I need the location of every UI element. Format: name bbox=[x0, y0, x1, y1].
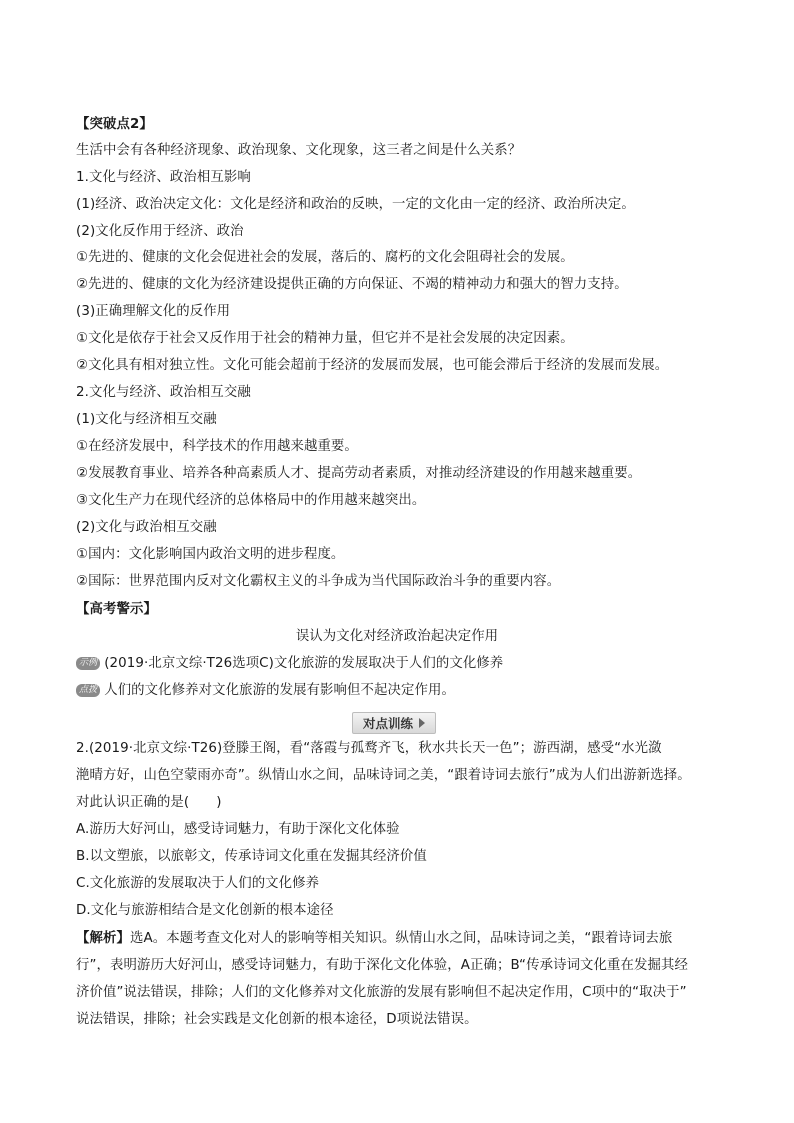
comment-tag: 点拨 bbox=[76, 684, 100, 697]
point-2-2b: ②国际：世界范围内反对文化霸权主义的斗争成为当代国际政治斗争的重要内容。 bbox=[76, 574, 561, 589]
point-1-2: (2)文化反作用于经济、政治 bbox=[76, 224, 244, 239]
point-1-2a: ①先进的、健康的文化会促进社会的发展，落后的、腐朽的文化会阻碍社会的发展。 bbox=[76, 250, 574, 265]
section-question: 生活中会有各种经济现象、政治现象、文化现象，这三者之间是什么关系？ bbox=[76, 143, 522, 158]
option-c: C.文化旅游的发展取决于人们的文化修养 bbox=[76, 876, 320, 891]
question-line-1: 2.(2019·北京文综·T26)登滕王阁，看“落霞与孤鹜齐飞，秋水共长天一色”；游西湖，感受“水光潋 bbox=[76, 741, 662, 756]
example-tag: 示例 bbox=[76, 657, 100, 670]
point-2-1b: ②发展教育事业、培养各种高素质人才、提高劳动者素质，对推动经济建设的作用越来越重要。 bbox=[76, 466, 642, 481]
point-2-1c: ③文化生产力在现代经济的总体格局中的作用越来越突出。 bbox=[76, 493, 426, 508]
analysis-line-2: 行”，表明游历大好河山，感受诗词魅力，有助于深化文化体验，A正确；B“传承诗词文化重在发掘其经 bbox=[76, 958, 688, 973]
point-2-2: (2)文化与政治相互交融 bbox=[76, 520, 217, 535]
analysis-line-1 bbox=[76, 929, 672, 949]
question-line-2: 滟晴方好，山色空蒙雨亦奇”。纵情山水之间，品味诗词之美，“跟着诗词去旅行”成为人们出游新选择。 bbox=[76, 768, 691, 783]
example-text: (2019·北京文综·T26选项C)文化旅游的发展取决于人们的文化修养 bbox=[104, 656, 504, 671]
warning-heading: 【高考警示】 bbox=[76, 602, 157, 617]
training-tag-label: 对点训练 bbox=[363, 716, 414, 731]
point-1-title: 1.文化与经济、政治相互影响 bbox=[76, 170, 251, 185]
point-2-title: 2.文化与经济、政治相互交融 bbox=[76, 385, 251, 400]
question-line-3: 对此认识正确的是( ) bbox=[76, 795, 222, 810]
analysis-text-1: 选A。本题考查文化对人的影响等相关知识。纵情山水之间，品味诗词之美，“跟着诗词去旅 bbox=[129, 931, 673, 946]
comment-text: 人们的文化修养对文化旅游的发展有影响但不起决定作用。 bbox=[104, 683, 455, 698]
warning-title: 误认为文化对经济政治起决定作用 bbox=[295, 629, 499, 644]
option-a: A.游历大好河山，感受诗词魅力，有助于深化文化体验 bbox=[76, 822, 400, 837]
analysis-line-4: 说法错误，排除；社会实践是文化创新的根本途径，D项说法错误。 bbox=[76, 1012, 478, 1027]
triangle-right-icon bbox=[419, 718, 425, 728]
warning-example bbox=[76, 654, 503, 674]
point-1-2b: ②先进的、健康的文化为经济建设提供正确的方向保证、不竭的精神动力和强大的智力支持。 bbox=[76, 277, 628, 292]
option-d: D.文化与旅游相结合是文化创新的根本途径 bbox=[76, 903, 334, 918]
point-1-3: (3)正确理解文化的反作用 bbox=[76, 304, 231, 319]
option-b: B.以文塑旅，以旅彰文，传承诗词文化重在发掘其经济价值 bbox=[76, 849, 427, 864]
training-tag bbox=[352, 712, 436, 734]
analysis-line-3: 济价值”说法错误，排除；人们的文化修养对文化旅游的发展有影响但不起决定作用，C项中的“取决于” bbox=[76, 985, 687, 1000]
warning-comment bbox=[76, 681, 455, 701]
point-1-3a: ①文化是依存于社会又反作用于社会的精神力量，但它并不是社会发展的决定因素。 bbox=[76, 331, 574, 346]
point-2-1: (1)文化与经济相互交融 bbox=[76, 412, 217, 427]
point-2-1a: ①在经济发展中，科学技术的作用越来越重要。 bbox=[76, 439, 358, 454]
point-1-3b: ②文化具有相对独立性。文化可能会超前于经济的发展而发展，也可能会滞后于经济的发展而发展。 bbox=[76, 358, 669, 373]
analysis-label: 【解析】 bbox=[76, 931, 130, 946]
point-1-1: (1)经济、政治决定文化：文化是经济和政治的反映，一定的文化由一定的经济、政治所决定。 bbox=[76, 197, 635, 212]
section-heading: 【突破点2】 bbox=[76, 117, 153, 132]
point-2-2a: ①国内：文化影响国内政治文明的进步程度。 bbox=[76, 547, 345, 562]
